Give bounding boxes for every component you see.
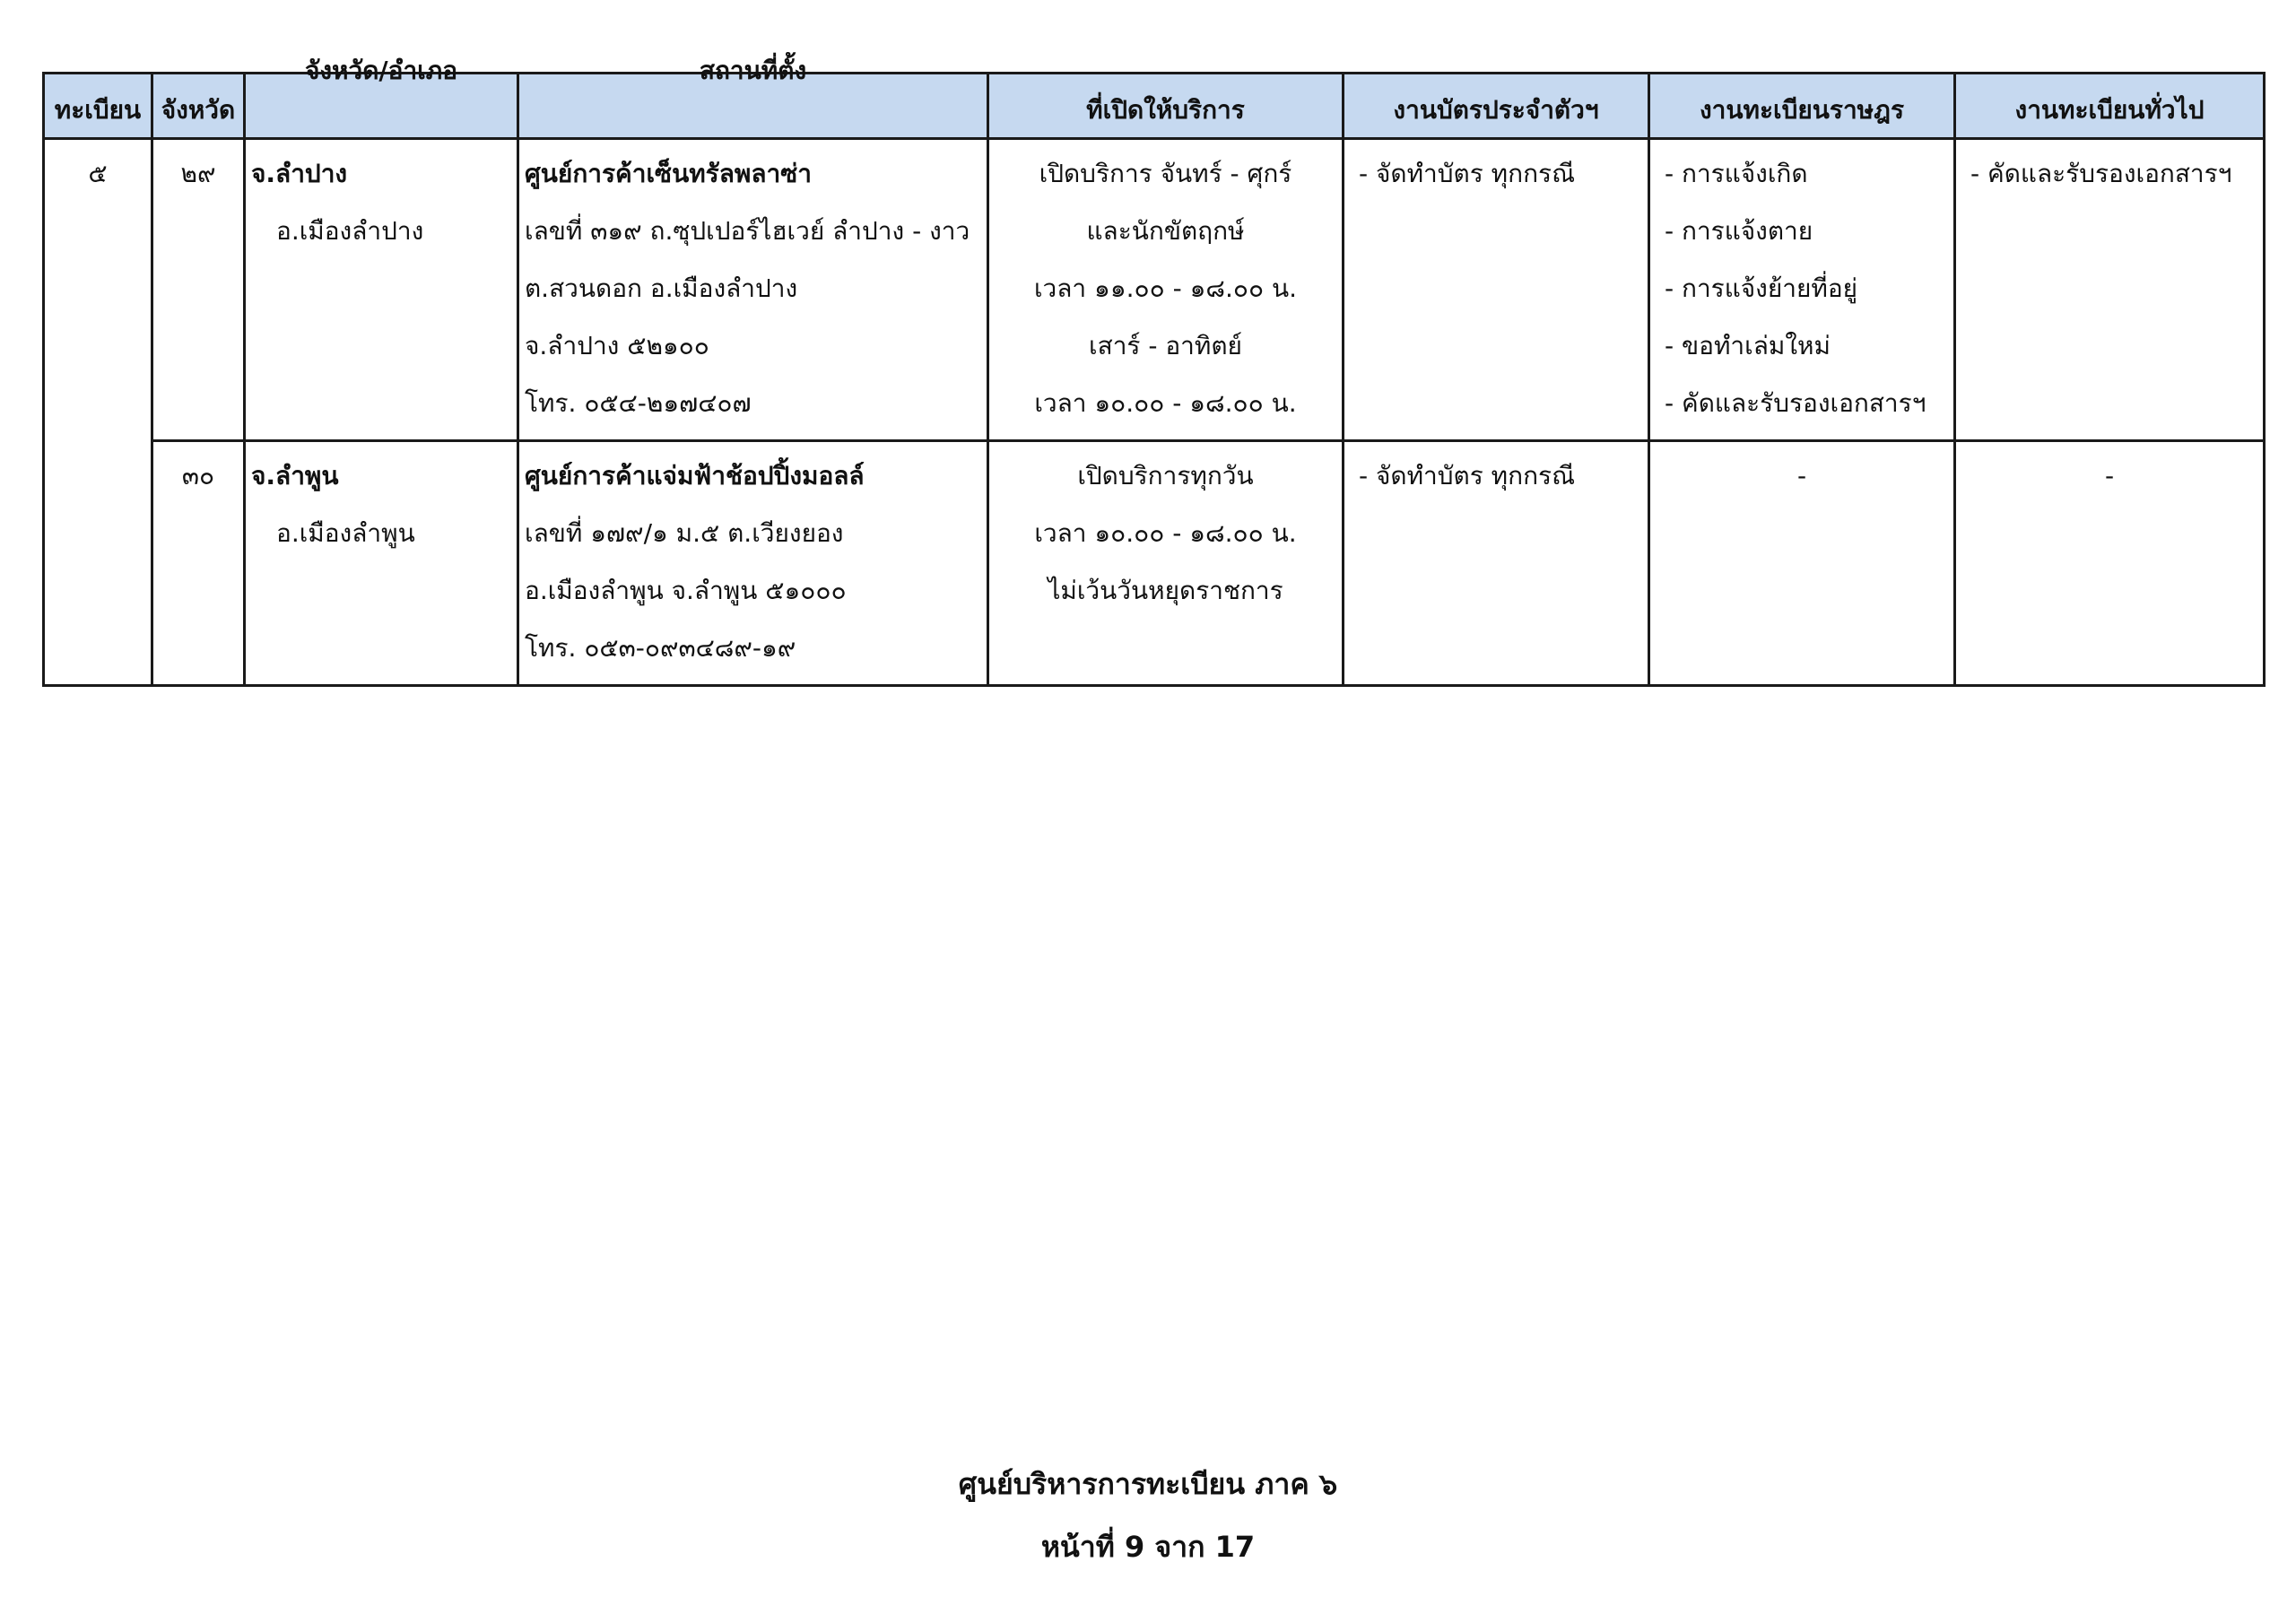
address-line: เลขที่ ๑๗๙/๑ ม.๕ ต.เวียงยอง: [525, 518, 844, 548]
hours-cell: [988, 139, 1344, 441]
footer-organization: ศูนย์บริหารการทะเบียน ภาค ๖: [958, 1467, 1338, 1501]
header-hours: ที่เปิดให้บริการ: [988, 74, 1344, 139]
district-name: อ.เมืองลำพูน: [276, 518, 415, 548]
location-cell: [518, 441, 988, 686]
registration-service-table: [42, 56, 2266, 687]
header-registry-no: ทะเบียน: [44, 74, 152, 139]
general-registration-cell: [1955, 441, 2265, 686]
hours-line: และนักขัตฤกษ์: [1086, 216, 1245, 246]
province-no: ๒๙: [180, 159, 216, 188]
civil-registration-cell: [1649, 139, 1955, 441]
location-name: ศูนย์การค้าแจ่มฟ้าช้อปปิ้งมอลล์: [525, 461, 865, 490]
header-civil-registration: งานทะเบียนราษฎร: [1649, 74, 1955, 139]
address-line: ต.สวนดอก อ.เมืองลำปาง: [525, 273, 798, 303]
address-line: อ.เมืองลำพูน จ.ลำพูน ๕๑๐๐๐: [525, 576, 847, 605]
general-registration-cell: [1955, 139, 2265, 441]
hours-line: เวลา ๑๐.๐๐ - ๑๘.๐๐ น.: [1034, 388, 1297, 418]
location-name: ศูนย์การค้าเซ็นทรัลพลาซ่า: [525, 159, 812, 188]
header-province-district-text: จังหวัด/อำเภอ: [304, 56, 458, 85]
province-name: จ.ลำพูน: [251, 461, 339, 490]
hours-line: เวลา ๑๑.๐๐ - ๑๘.๐๐ น.: [1033, 273, 1297, 303]
province-district-cell: [245, 139, 518, 441]
header-location-text: สถานที่ตั้ง: [699, 56, 807, 85]
id-card-service: - จัดทำบัตร ทุกกรณี: [1359, 159, 1576, 188]
id-card-service: - จัดทำบัตร ทุกกรณี: [1359, 461, 1576, 490]
province-no: ๓๐: [181, 461, 215, 490]
address-line: เลขที่ ๓๑๙ ถ.ซุปเปอร์ไฮเวย์ ลำปาง - งาว: [525, 216, 970, 246]
phone-line: โทร. ๐๕๓-๐๙๓๔๘๙-๑๙: [525, 633, 796, 663]
hours-line: เวลา ๑๐.๐๐ - ๑๘.๐๐ น.: [1034, 518, 1297, 548]
province-district-cell: [245, 441, 518, 686]
province-no-cell: [152, 139, 245, 441]
civil-service: - การแจ้งเกิด: [1665, 159, 1808, 188]
general-service-none: -: [2104, 461, 2115, 490]
id-card-cell: [1344, 441, 1649, 686]
civil-service: - การแจ้งตาย: [1665, 216, 1813, 246]
hours-line: เปิดบริการ จันทร์ - ศุกร์: [1039, 159, 1292, 188]
registry-no: ๕: [88, 159, 108, 188]
hours-line: ไม่เว้นวันหยุดราชการ: [1048, 576, 1283, 605]
civil-registration-cell: [1649, 441, 1955, 686]
address-line: จ.ลำปาง ๕๒๑๐๐: [525, 331, 709, 360]
hours-line: เสาร์ - อาทิตย์: [1089, 331, 1242, 360]
civil-service-none: -: [1796, 461, 1807, 490]
table-row: [44, 441, 2265, 686]
header-id-card: งานบัตรประจำตัวฯ: [1344, 74, 1649, 139]
registry-no-cell: [44, 139, 152, 686]
hours-cell: [988, 441, 1344, 686]
header-province-district: [245, 56, 518, 139]
table-header-row: [44, 74, 2265, 139]
location-cell: [518, 139, 988, 441]
footer-page-number: หน้าที่ 9 จาก 17: [1040, 1530, 1256, 1564]
civil-service: - คัดและรับรองเอกสารฯ: [1665, 388, 1926, 418]
civil-service: - การแจ้งย้ายที่อยู่: [1665, 273, 1858, 303]
header-general-registration: งานทะเบียนทั่วไป: [1955, 74, 2265, 139]
civil-service: - ขอทำเล่มใหม่: [1665, 331, 1831, 360]
header-location: [518, 56, 988, 139]
table-row: [44, 139, 2265, 441]
district-name: อ.เมืองลำปาง: [276, 216, 424, 246]
general-service: - คัดและรับรองเอกสารฯ: [1970, 159, 2232, 188]
province-name: จ.ลำปาง: [251, 159, 348, 188]
id-card-cell: [1344, 139, 1649, 441]
province-no-cell: [152, 441, 245, 686]
hours-line: เปิดบริการทุกวัน: [1077, 461, 1254, 490]
phone-line: โทร. ๐๕๔-๒๑๗๔๐๗: [525, 388, 752, 418]
header-province-no: จังหวัด: [152, 74, 245, 139]
